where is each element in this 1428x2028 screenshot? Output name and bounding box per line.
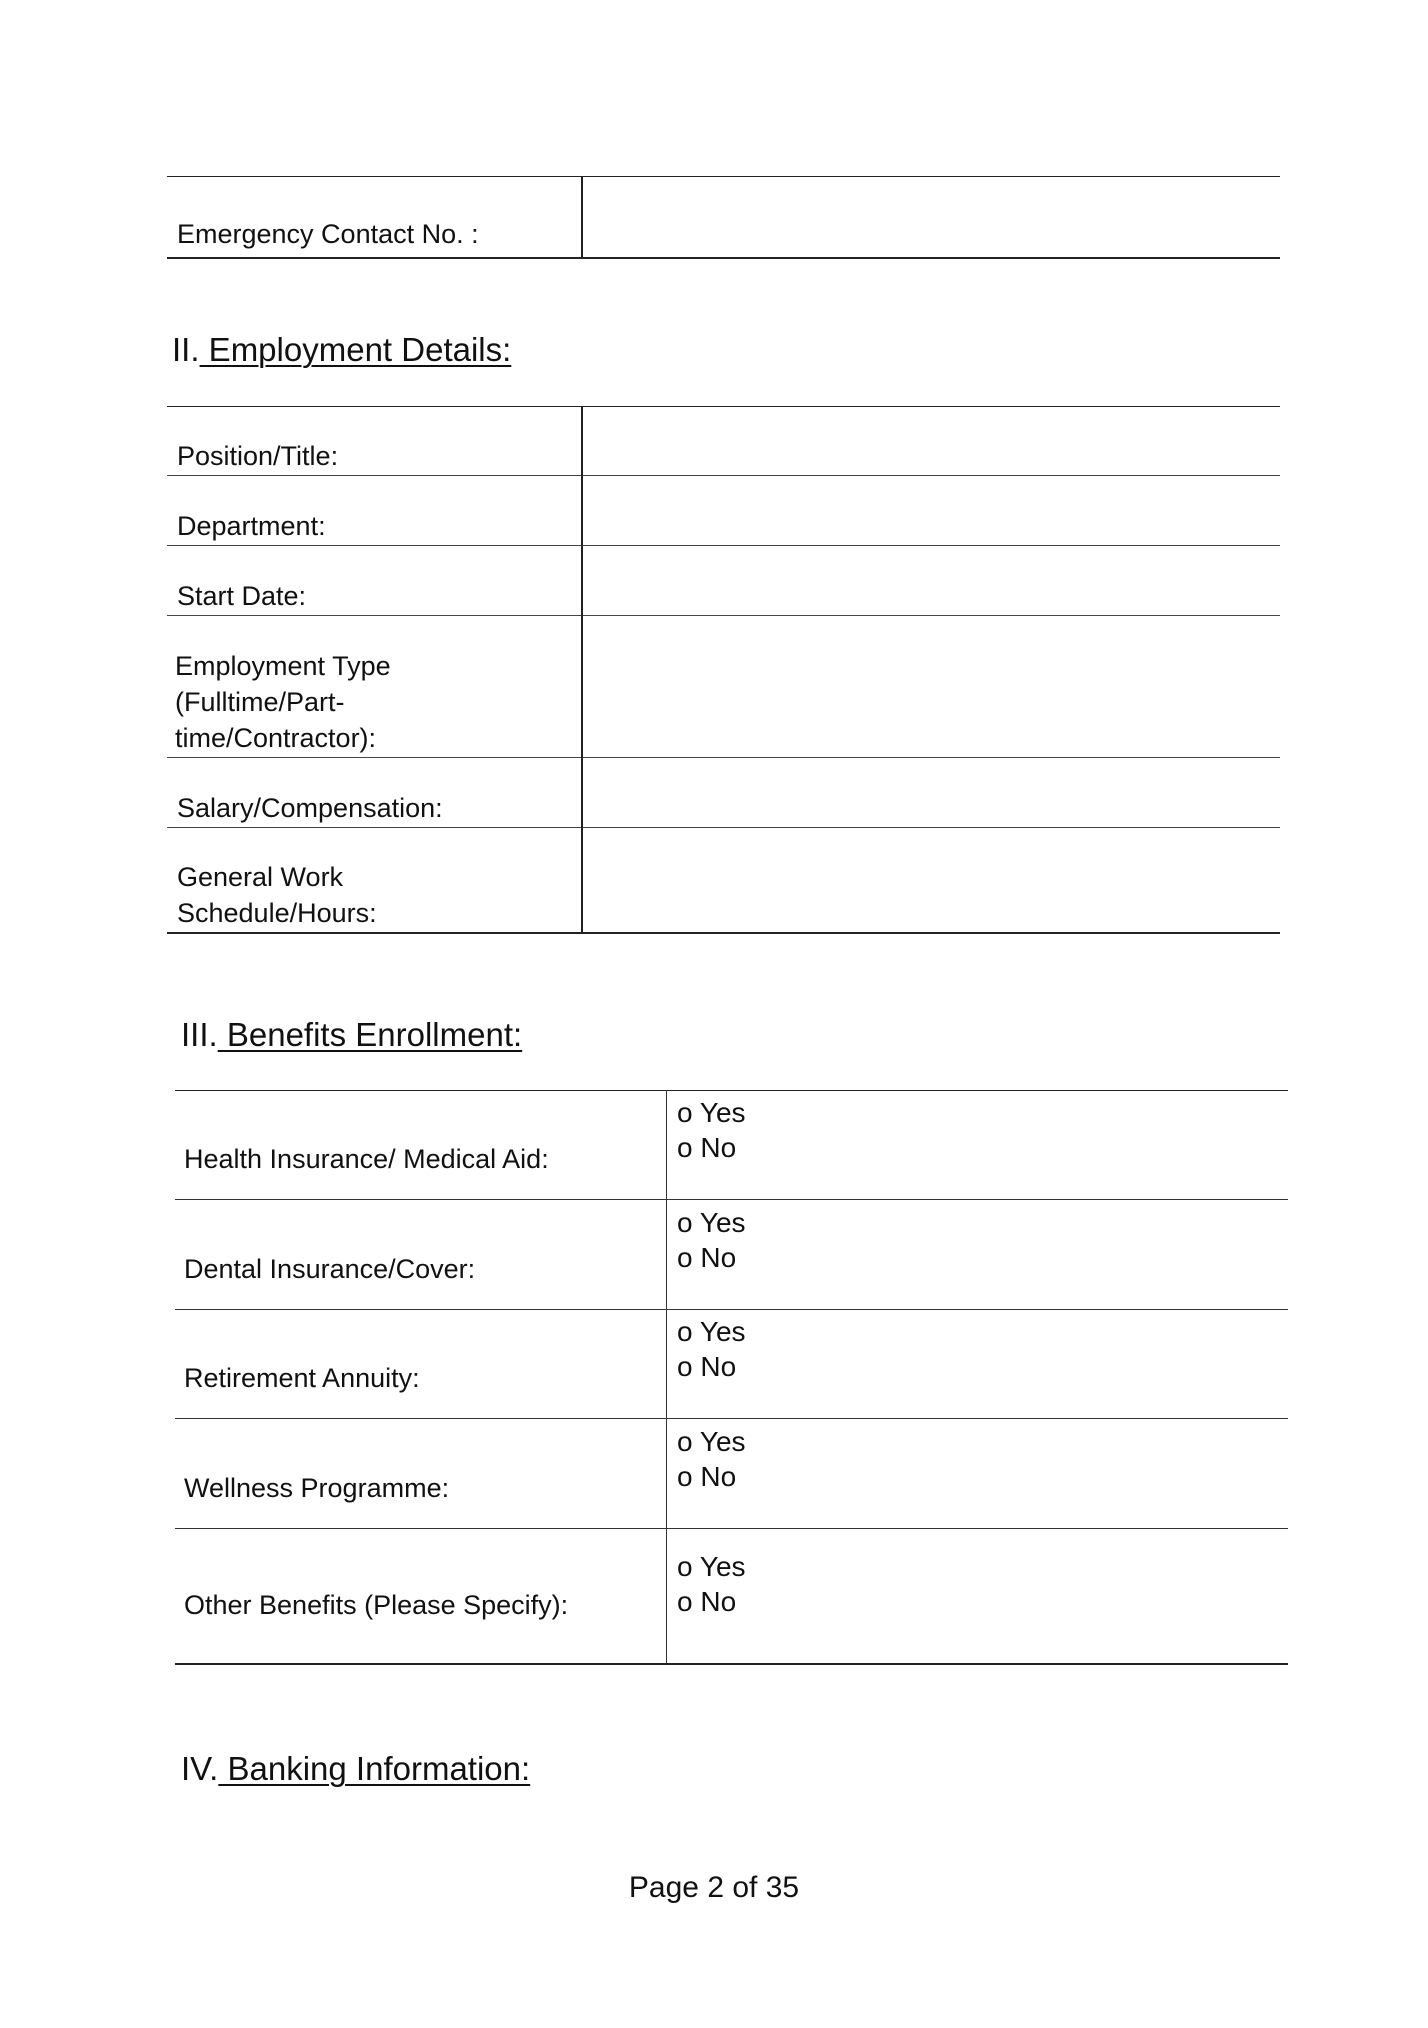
table-row bbox=[175, 1419, 1288, 1529]
banking-information-heading bbox=[181, 1749, 530, 1789]
health-insurance-no-option[interactable]: o No bbox=[677, 1132, 737, 1163]
dental-insurance-no-option[interactable]: o No bbox=[677, 1241, 737, 1273]
benefits-enrollment-table bbox=[175, 1090, 1288, 1665]
table-row bbox=[167, 758, 1280, 828]
emergency-contact-label-cell bbox=[167, 177, 582, 259]
wellness-programme-options bbox=[667, 1419, 1289, 1529]
retirement-annuity-label-cell bbox=[175, 1310, 667, 1419]
wellness-programme-yes-option[interactable]: o Yes bbox=[677, 1425, 746, 1457]
start-date-field[interactable] bbox=[582, 546, 1280, 616]
employment-details-table bbox=[167, 406, 1280, 934]
department-label-cell bbox=[167, 476, 582, 546]
employment-type-field[interactable] bbox=[582, 616, 1280, 758]
banking-section-title: Banking Information: bbox=[218, 1750, 531, 1787]
table-row bbox=[167, 476, 1280, 546]
start-date-label-cell bbox=[167, 546, 582, 616]
health-insurance-label: Health Insurance/ Medical Aid: bbox=[184, 1144, 549, 1174]
retirement-annuity-no-option[interactable]: o No bbox=[677, 1351, 737, 1382]
wellness-programme-label: Wellness Programme: bbox=[184, 1472, 450, 1503]
retirement-annuity-label: Retirement Annuity: bbox=[184, 1363, 420, 1393]
emergency-contact-table bbox=[167, 176, 1280, 259]
emergency-contact-label: Emergency Contact No. : bbox=[177, 219, 479, 249]
other-benefits-label: Other Benefits (Please Specify): bbox=[184, 1590, 569, 1620]
benefits-section-number: III. bbox=[181, 1016, 218, 1053]
employment-section-title: Employment Details: bbox=[199, 331, 512, 368]
banking-section-number: IV. bbox=[181, 1750, 219, 1787]
benefits-enrollment-heading bbox=[181, 1015, 522, 1055]
table-row bbox=[167, 407, 1280, 476]
wellness-programme-label-cell bbox=[175, 1419, 667, 1529]
employment-type-label-cell bbox=[167, 616, 582, 758]
table-row bbox=[167, 616, 1280, 758]
position-title-field[interactable] bbox=[582, 407, 1280, 476]
retirement-annuity-options bbox=[667, 1310, 1289, 1419]
health-insurance-label-cell bbox=[175, 1091, 667, 1200]
table-row bbox=[167, 828, 1280, 934]
position-label-cell bbox=[167, 407, 582, 476]
other-benefits-no-option[interactable]: o No bbox=[677, 1586, 737, 1617]
dental-insurance-options bbox=[667, 1200, 1289, 1310]
dental-insurance-yes-option[interactable]: o Yes bbox=[677, 1206, 746, 1238]
table-row bbox=[175, 1091, 1288, 1200]
department-label: Department: bbox=[177, 511, 326, 541]
employment-section-number: II. bbox=[172, 331, 200, 368]
employment-details-heading bbox=[172, 330, 511, 370]
other-benefits-yes-option[interactable]: o Yes bbox=[677, 1551, 746, 1582]
table-row bbox=[175, 1529, 1288, 1665]
other-benefits-label-cell bbox=[175, 1529, 667, 1665]
salary-label-cell bbox=[167, 758, 582, 828]
table-row bbox=[175, 1200, 1288, 1310]
employment-type-label: Employment Type (Fulltime/Part-time/Contractor): bbox=[175, 651, 391, 753]
other-benefits-options bbox=[667, 1529, 1289, 1665]
salary-compensation-field[interactable] bbox=[582, 758, 1280, 828]
health-insurance-yes-option[interactable]: o Yes bbox=[677, 1097, 746, 1128]
emergency-contact-field[interactable] bbox=[582, 177, 1280, 259]
salary-compensation-label: Salary/Compensation: bbox=[177, 793, 443, 823]
work-schedule-field[interactable] bbox=[582, 828, 1280, 934]
dental-insurance-label-cell bbox=[175, 1200, 667, 1310]
page-number-footer: Page 2 of 35 bbox=[628, 1871, 800, 1904]
retirement-annuity-yes-option[interactable]: o Yes bbox=[677, 1316, 746, 1347]
position-title-label: Position/Title: bbox=[177, 441, 339, 471]
work-schedule-label: General Work Schedule/Hours: bbox=[177, 862, 377, 928]
start-date-label: Start Date: bbox=[177, 581, 307, 611]
table-row bbox=[167, 177, 1280, 259]
benefits-section-title: Benefits Enrollment: bbox=[217, 1016, 523, 1053]
department-field[interactable] bbox=[582, 476, 1280, 546]
wellness-programme-no-option[interactable]: o No bbox=[677, 1460, 737, 1492]
table-row bbox=[167, 546, 1280, 616]
work-schedule-label-cell bbox=[167, 828, 582, 934]
health-insurance-options bbox=[667, 1091, 1289, 1200]
table-row bbox=[175, 1310, 1288, 1419]
dental-insurance-label: Dental Insurance/Cover: bbox=[184, 1253, 476, 1284]
